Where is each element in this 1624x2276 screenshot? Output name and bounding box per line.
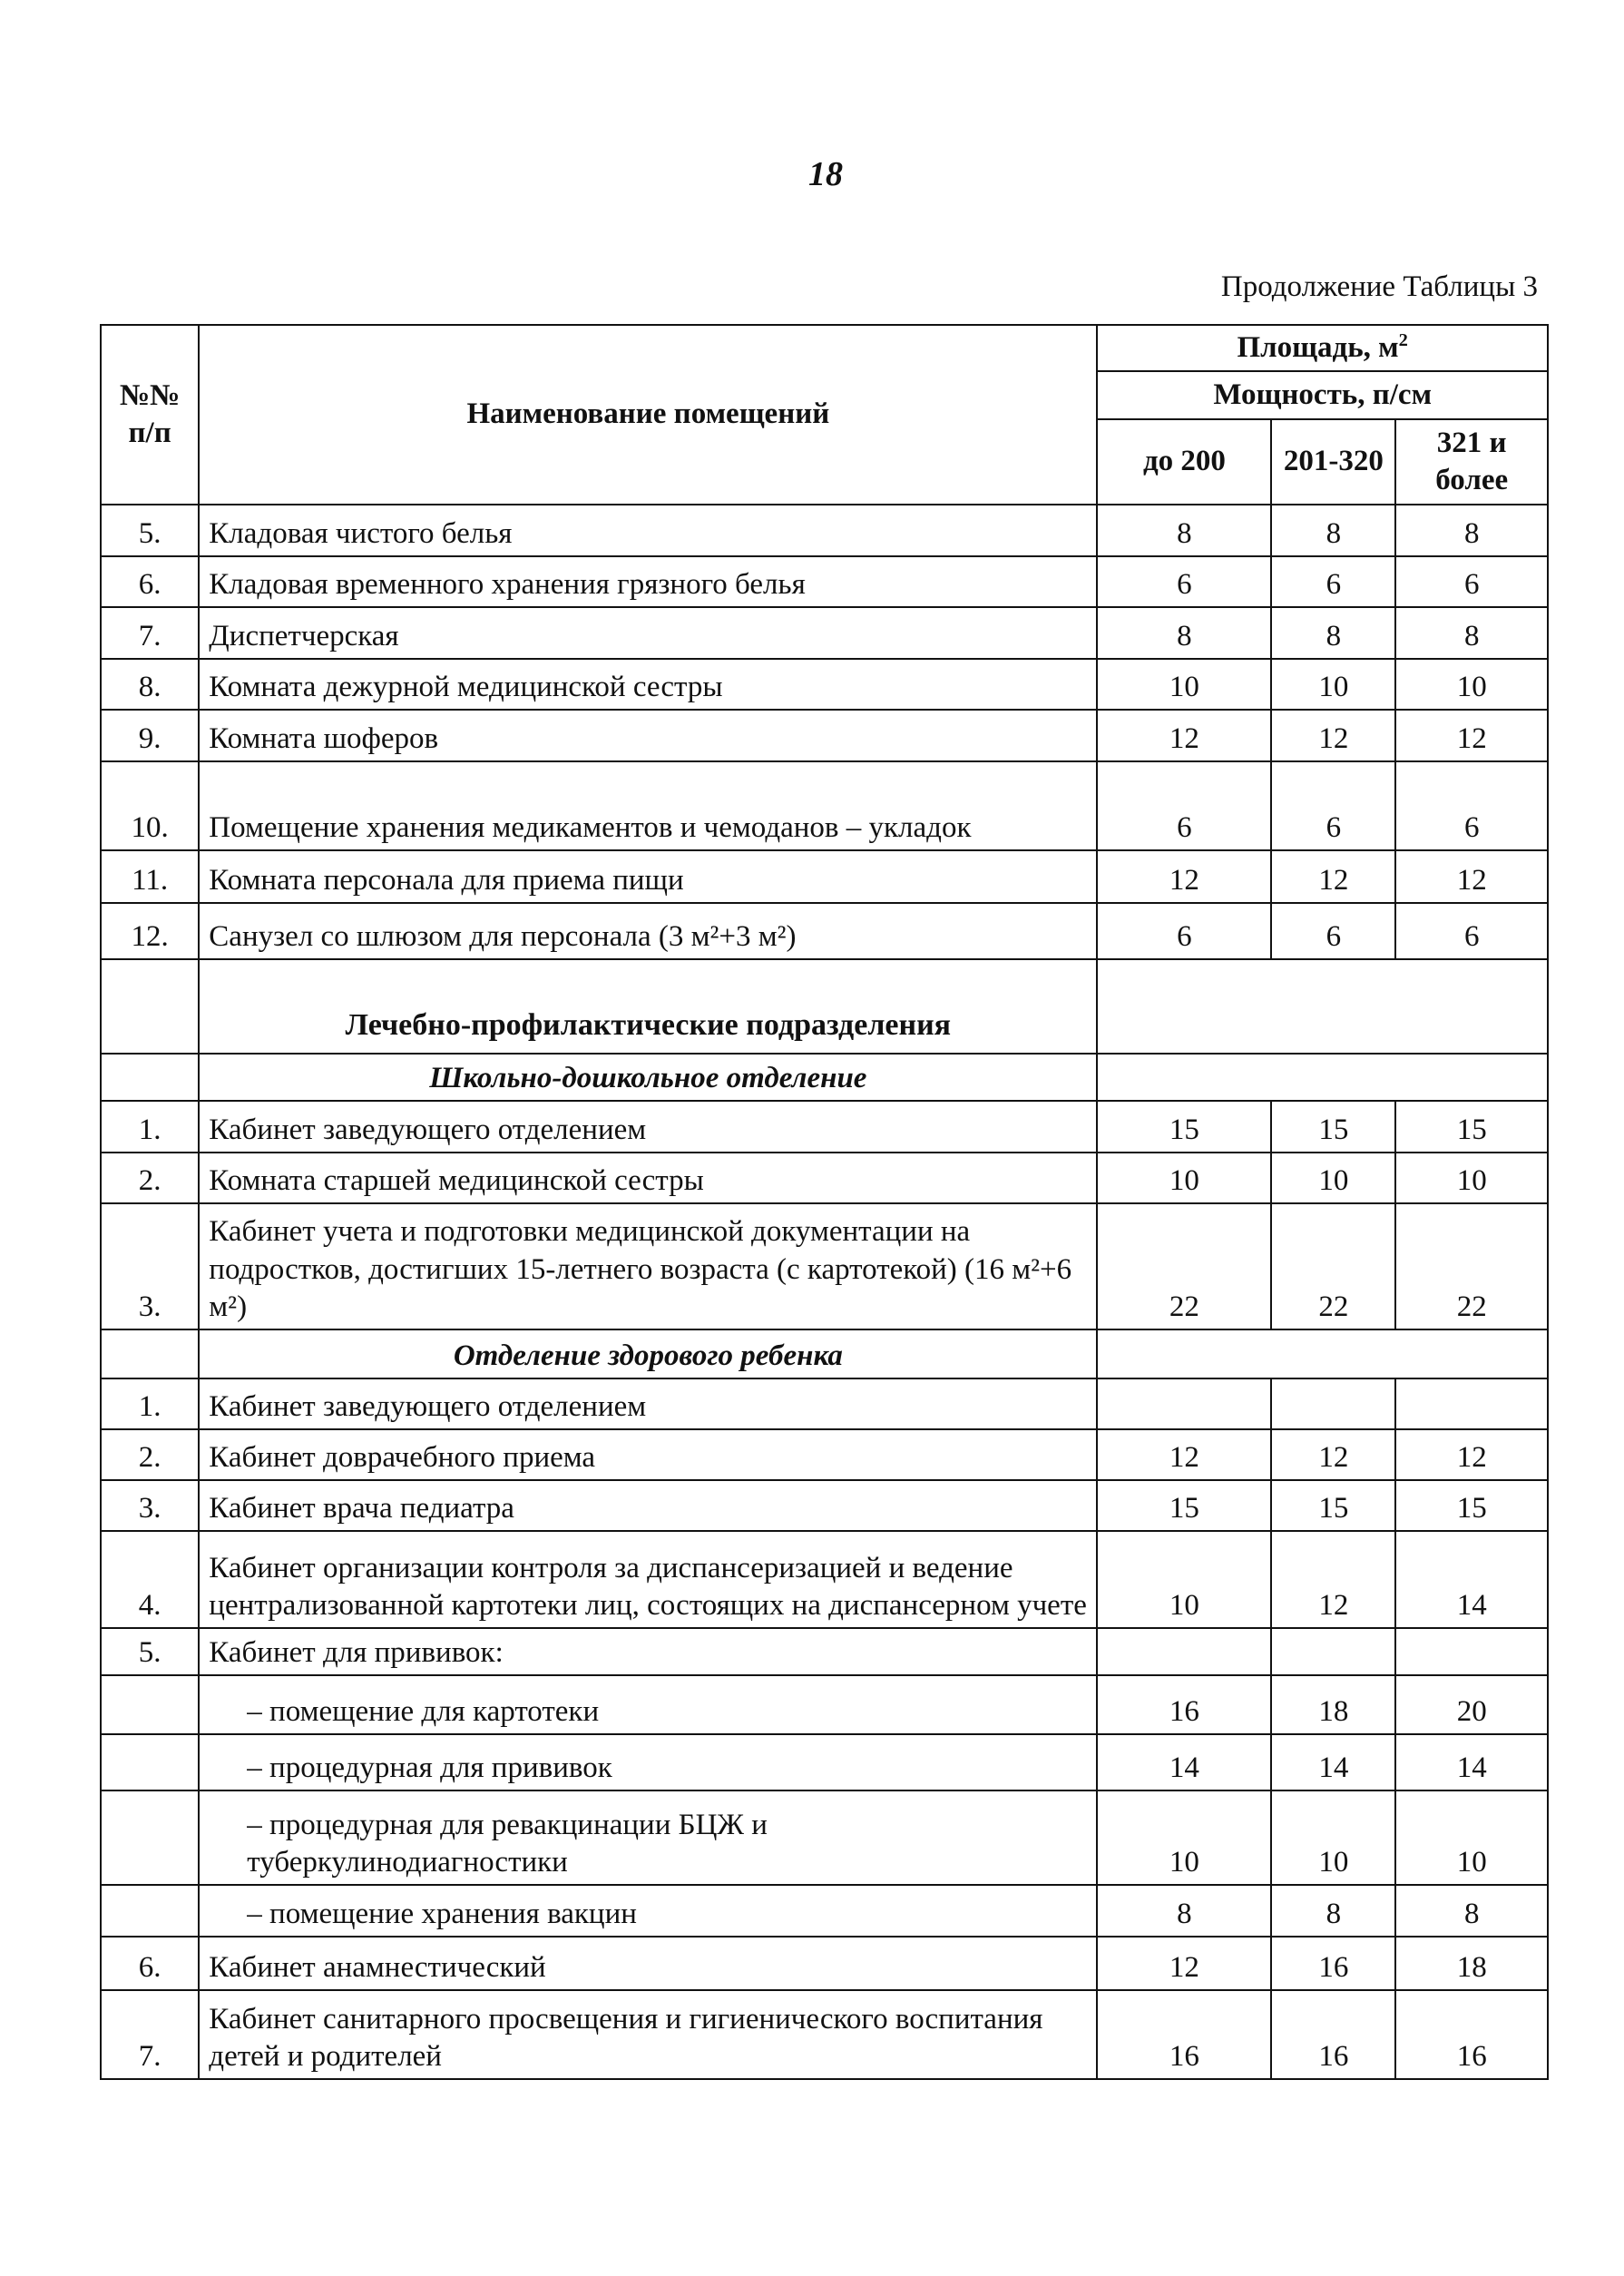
room-name: Комната старшей медицинской сестры (199, 1153, 1097, 1203)
area-value-col-2: 12 (1271, 850, 1395, 903)
area-value-col-3: 12 (1395, 1429, 1548, 1480)
table-row (101, 1628, 1548, 1675)
subsection-title: Школьно-дошкольное отделение (199, 1054, 1097, 1101)
area-value-col-1: 14 (1097, 1734, 1271, 1790)
area-value-col-1: 8 (1097, 607, 1271, 659)
subsection-row (101, 1329, 1548, 1378)
table-row (101, 1790, 1548, 1885)
room-name: Санузел со шлюзом для персонала (3 м²+3 м²) (199, 903, 1097, 959)
header-area: Площадь, $м^2$ (1097, 325, 1548, 371)
room-name: Кабинет организации контроля за диспансеризацией и ведение централизованной картотеки лиц, состоящих на диспансерном учете (199, 1531, 1097, 1628)
table-row (101, 903, 1548, 959)
room-name: Кабинет учета и подготовки медицинской документации на подростков, достигших 15-летнего возраста (с картотекой) (16 м²+6 м²) (199, 1203, 1097, 1329)
section-title: Лечебно-профилактические подразделения (199, 959, 1097, 1054)
table-row (101, 1734, 1548, 1790)
area-value-col-3: 10 (1395, 1790, 1548, 1885)
area-value-col-1: 16 (1097, 1675, 1271, 1734)
area-value-col-2: 8 (1271, 1885, 1395, 1937)
area-value-col-3 (1395, 1378, 1548, 1429)
room-name: – процедурная для ревакцинации БЦЖ и туберкулинодиагностики (199, 1790, 1097, 1885)
area-value-col-3: 16 (1395, 1990, 1548, 2079)
area-value-col-2: 15 (1271, 1480, 1395, 1531)
subsection-title: Отделение здорового ребенка (199, 1329, 1097, 1378)
row-number: 11. (101, 850, 199, 903)
area-value-col-1: 15 (1097, 1480, 1271, 1531)
table-row (101, 1531, 1548, 1628)
row-number: 2. (101, 1153, 199, 1203)
table-continuation-caption: Продолжение Таблицы 3 (1220, 270, 1538, 303)
row-number: 8. (101, 659, 199, 710)
area-value-col-1: 16 (1097, 1990, 1271, 2079)
area-value-col-2: 10 (1271, 659, 1395, 710)
table-row (101, 659, 1548, 710)
table-row (101, 1885, 1548, 1937)
area-value-col-3: 10 (1395, 1153, 1548, 1203)
room-name: Кабинет заведующего отделением (199, 1378, 1097, 1429)
area-value-col-1 (1097, 1378, 1271, 1429)
area-value-col-3: 14 (1395, 1531, 1548, 1628)
room-name: Комната персонала для приема пищи (199, 850, 1097, 903)
area-value-col-2: 12 (1271, 710, 1395, 761)
row-number: 10. (101, 761, 199, 850)
area-value-col-3: 15 (1395, 1101, 1548, 1153)
header-room-name: Наименование помещений (199, 325, 1097, 505)
area-value-col-3 (1395, 1628, 1548, 1675)
room-name: Комната дежурной медицинской сестры (199, 659, 1097, 710)
area-value-col-1: 6 (1097, 903, 1271, 959)
room-name: – процедурная для прививок (199, 1734, 1097, 1790)
area-value-col-1: 12 (1097, 1937, 1271, 1990)
area-value-col-2 (1271, 1628, 1395, 1675)
row-number: 3. (101, 1480, 199, 1531)
subsection-row (101, 1054, 1548, 1101)
area-value-col-1: 6 (1097, 556, 1271, 607)
row-number: 3. (101, 1203, 199, 1329)
row-number: 5. (101, 505, 199, 556)
empty-cell (101, 1329, 199, 1378)
area-value-col-1 (1097, 1628, 1271, 1675)
area-value-col-2: 15 (1271, 1101, 1395, 1153)
area-value-col-1: 12 (1097, 710, 1271, 761)
room-name: Кабинет анамнестический (199, 1937, 1097, 1990)
area-value-col-1: 10 (1097, 1790, 1271, 1885)
area-value-col-2: 14 (1271, 1734, 1395, 1790)
table-row (101, 1153, 1548, 1203)
area-value-col-2: 16 (1271, 1937, 1395, 1990)
header-col-1: до 200 (1097, 419, 1271, 505)
area-value-col-1: 10 (1097, 1531, 1271, 1628)
header-col-3: 321 и более (1395, 419, 1548, 505)
area-value-col-3: 14 (1395, 1734, 1548, 1790)
header-capacity: Мощность, п/см (1097, 371, 1548, 419)
table-row (101, 1675, 1548, 1734)
area-value-col-2: 22 (1271, 1203, 1395, 1329)
area-value-col-3: 20 (1395, 1675, 1548, 1734)
area-value-col-3: 8 (1395, 1885, 1548, 1937)
room-name: Комната шоферов (199, 710, 1097, 761)
table-row (101, 1378, 1548, 1429)
room-name: Кабинет доврачебного приема (199, 1429, 1097, 1480)
row-number: 1. (101, 1378, 199, 1429)
area-value-col-2: 10 (1271, 1790, 1395, 1885)
area-value-col-3: 6 (1395, 903, 1548, 959)
area-value-col-1: 12 (1097, 1429, 1271, 1480)
table-row (101, 505, 1548, 556)
area-value-col-2: 8 (1271, 607, 1395, 659)
table-row (101, 761, 1548, 850)
area-value-col-2: 10 (1271, 1153, 1395, 1203)
row-number: 5. (101, 1628, 199, 1675)
empty-cell (1097, 959, 1548, 1054)
empty-cell (1097, 1054, 1548, 1101)
room-name: Кладовая чистого белья (199, 505, 1097, 556)
room-name: Кабинет заведующего отделением (199, 1101, 1097, 1153)
header-col-2: 201-320 (1271, 419, 1395, 505)
area-value-col-3: 10 (1395, 659, 1548, 710)
area-value-col-1: 6 (1097, 761, 1271, 850)
area-value-col-1: 12 (1097, 850, 1271, 903)
rooms-area-table (100, 324, 1549, 2080)
row-number (101, 1790, 199, 1885)
row-number: 7. (101, 607, 199, 659)
area-value-col-1: 8 (1097, 505, 1271, 556)
table-row (101, 1203, 1548, 1329)
row-number: 4. (101, 1531, 199, 1628)
area-value-col-3: 15 (1395, 1480, 1548, 1531)
area-value-col-1: 8 (1097, 1885, 1271, 1937)
area-value-col-2: 6 (1271, 903, 1395, 959)
area-value-col-2: 8 (1271, 505, 1395, 556)
row-number (101, 1734, 199, 1790)
table-row (101, 1990, 1548, 2079)
area-value-col-2: 12 (1271, 1429, 1395, 1480)
row-number (101, 1675, 199, 1734)
area-value-col-2: 12 (1271, 1531, 1395, 1628)
table-row (101, 556, 1548, 607)
row-number: 1. (101, 1101, 199, 1153)
header-number: №№ п/п (101, 325, 199, 505)
room-name: – помещение для картотеки (199, 1675, 1097, 1734)
row-number: 6. (101, 1937, 199, 1990)
area-value-col-1: 10 (1097, 1153, 1271, 1203)
area-value-col-3: 22 (1395, 1203, 1548, 1329)
table-row (101, 1101, 1548, 1153)
table-row (101, 1937, 1548, 1990)
area-value-col-1: 15 (1097, 1101, 1271, 1153)
area-value-col-3: 8 (1395, 607, 1548, 659)
room-name: Кабинет врача педиатра (199, 1480, 1097, 1531)
empty-cell (101, 959, 199, 1054)
area-value-col-2: 16 (1271, 1990, 1395, 2079)
area-value-col-3: 12 (1395, 850, 1548, 903)
table-row (101, 607, 1548, 659)
area-value-col-2: 6 (1271, 556, 1395, 607)
room-name: Кабинет санитарного просвещения и гигиенического воспитания детей и родителей (199, 1990, 1097, 2079)
room-name: Помещение хранения медикаментов и чемоданов – укладок (199, 761, 1097, 850)
row-number (101, 1885, 199, 1937)
row-number: 7. (101, 1990, 199, 2079)
table-row (101, 1429, 1548, 1480)
row-number: 6. (101, 556, 199, 607)
table-row (101, 710, 1548, 761)
table-row (101, 1480, 1548, 1531)
row-number: 9. (101, 710, 199, 761)
room-name: Кабинет для прививок: (199, 1628, 1097, 1675)
row-number: 2. (101, 1429, 199, 1480)
area-value-col-3: 8 (1395, 505, 1548, 556)
area-value-col-3: 6 (1395, 556, 1548, 607)
section-row (101, 959, 1548, 1054)
table-body (101, 505, 1548, 2079)
room-name: Кладовая временного хранения грязного белья (199, 556, 1097, 607)
area-value-col-3: 12 (1395, 710, 1548, 761)
area-value-col-2 (1271, 1378, 1395, 1429)
table-row (101, 850, 1548, 903)
empty-cell (101, 1054, 199, 1101)
area-value-col-1: 22 (1097, 1203, 1271, 1329)
area-value-col-2: 6 (1271, 761, 1395, 850)
room-name: – помещение хранения вакцин (199, 1885, 1097, 1937)
area-value-col-2: 18 (1271, 1675, 1395, 1734)
page-number: 18 (808, 155, 843, 193)
row-number: 12. (101, 903, 199, 959)
area-value-col-3: 18 (1395, 1937, 1548, 1990)
area-value-col-1: 10 (1097, 659, 1271, 710)
empty-cell (1097, 1329, 1548, 1378)
room-name: Диспетчерская (199, 607, 1097, 659)
area-value-col-3: 6 (1395, 761, 1548, 850)
